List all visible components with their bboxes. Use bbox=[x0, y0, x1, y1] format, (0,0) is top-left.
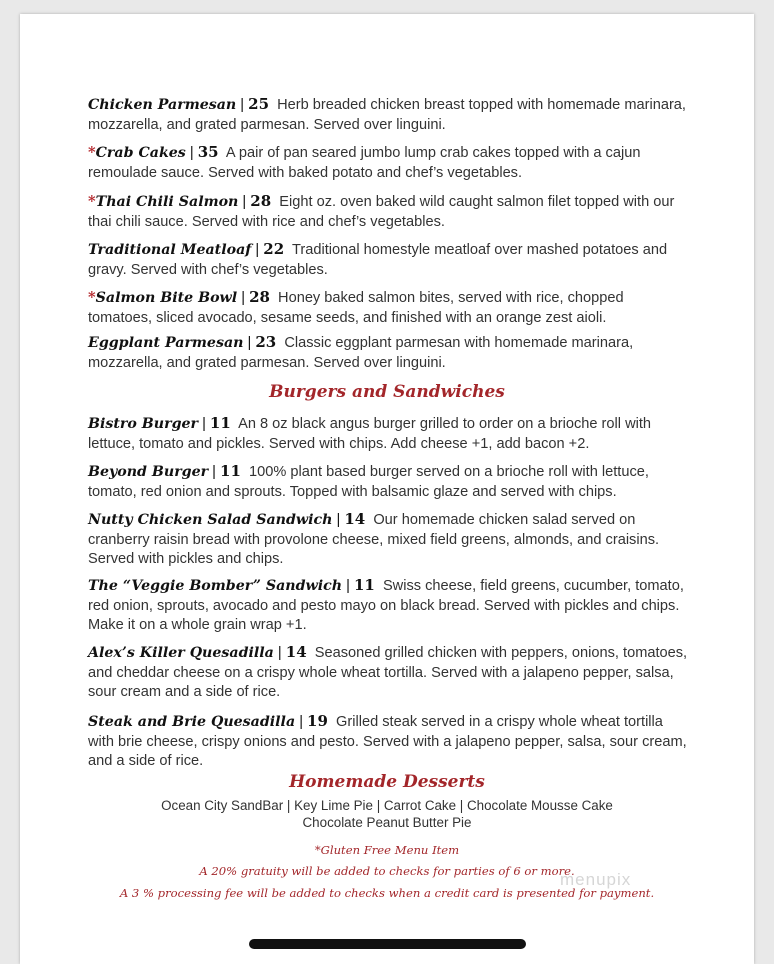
menu-item-salmon-bite-bowl: *Salmon Bite Bowl | 28 Honey baked salmon bites, served with rice, chopped tomatoes, sliced avocado, sesame seeds, and finished with an orange zest aioli. bbox=[88, 288, 624, 326]
item-name: Alex’s Killer Quesadilla bbox=[88, 645, 274, 661]
menu-item-traditional-meatloaf: Traditional Meatloaf | 22 Traditional homestyle meatloaf over mashed potatoes and gravy. Served with chef’s vegetables. bbox=[88, 240, 668, 278]
item-description: Traditional homestyle meatloaf over mashed potatoes and gravy. Served with chef’s vegetables. bbox=[88, 242, 668, 278]
menu-item-killer-quesadilla: Alex’s Killer Quesadilla | 14 Seasoned grilled chicken with peppers, onions, tomatoes, and cheddar cheese on a crispy whole wheat tortilla. Served with a jalapeno pepper, salsa, sour cream and a side of rice. bbox=[88, 643, 688, 701]
menu-item-beyond-burger: Beyond Burger | 11 100% plant based burger served on a brioche roll with lettuce, tomato, red onion and sprouts. Topped with balsamic glaze and served with chips. bbox=[88, 462, 649, 500]
item-name: The “Veggie Bomber” Sandwich bbox=[88, 578, 343, 594]
item-description: 100% plant based burger served on a brioche roll with lettuce, tomato, red onion and sprouts. Topped with balsamic glaze and served with chips. bbox=[88, 464, 649, 500]
gluten-free-mark: * bbox=[88, 144, 96, 161]
item-name: Traditional Meatloaf bbox=[88, 242, 252, 258]
item-name: Steak and Brie Quesadilla bbox=[88, 714, 296, 730]
menu-item-steak-brie-quesadilla: Steak and Brie Quesadilla | 19 Grilled steak served in a crispy whole wheat tortilla with brie cheese, crispy onions and pesto. Served with a jalapeno pepper, salsa, sour cream, and a side of rice. bbox=[88, 712, 687, 770]
item-description: Classic eggplant parmesan with homemade marinara, mozzarella, and grated parmesan. Served over linguini. bbox=[88, 335, 634, 371]
watermark: menupix bbox=[560, 870, 632, 889]
item-price: 11 bbox=[353, 576, 375, 594]
item-name: Nutty Chicken Salad Sandwich bbox=[88, 512, 333, 528]
gluten-free-note: *Gluten Free Menu Item bbox=[314, 843, 460, 857]
menu-item-chicken-parmesan: Chicken Parmesan | 25 Herb breaded chicken breast topped with homemade marinara, mozzarella, and grated parmesan. Served over linguini. bbox=[88, 95, 686, 133]
processing-fee-note: A 3 % processing fee will be added to checks when a credit card is presented for payment. bbox=[119, 886, 655, 900]
item-name: Chicken Parmesan bbox=[88, 97, 237, 113]
menu-item-veggie-bomber: The “Veggie Bomber” Sandwich | 11 Swiss cheese, field greens, cucumber, tomato, red onion, sprouts, avocado and pesto mayo on black bread. Served with pickles and chips. Make it on a whole grain wrap +1. bbox=[88, 576, 684, 634]
item-price: 35 bbox=[197, 143, 219, 161]
item-price: 22 bbox=[263, 240, 285, 258]
item-description: An 8 oz black angus burger grilled to order on a brioche roll with lettuce, tomato and pickles. Served with chips. Add cheese +1, add bacon +2. bbox=[88, 416, 652, 452]
item-description: Swiss cheese, field greens, cucumber, tomato, red onion, sprouts, avocado and pesto mayo on black bread. Served with pickles and chips. Make it on a whole grain wrap +1. bbox=[88, 578, 684, 634]
item-name: Bistro Burger bbox=[88, 416, 199, 432]
item-price: 25 bbox=[248, 95, 270, 113]
item-price: 11 bbox=[209, 414, 231, 432]
item-name: Thai Chili Salmon bbox=[95, 194, 239, 210]
item-description: Seasoned grilled chicken with peppers, onions, tomatoes, and cheddar cheese on a crispy whole wheat tortilla. Served with a jalapeno pepper, salsa, sour cream and a side of rice. bbox=[88, 645, 688, 701]
section-title-burgers: Burgers and Sandwiches bbox=[269, 382, 505, 402]
item-price: 19 bbox=[307, 712, 328, 730]
item-price: 14 bbox=[344, 510, 366, 528]
item-description: Honey baked salmon bites, served with rice, chopped tomatoes, sliced avocado, sesame seeds, and finished with an orange zest aioli. bbox=[88, 290, 624, 326]
item-price: 11 bbox=[220, 462, 241, 480]
item-description: Herb breaded chicken breast topped with homemade marinara, mozzarella, and grated parmesan. Served over linguini. bbox=[88, 97, 686, 133]
item-name: Salmon Bite Bowl bbox=[95, 290, 238, 306]
menu-item-nutty-chicken-salad: Nutty Chicken Salad Sandwich | 14 Our homemade chicken salad served on cranberry raisin bread with provolone cheese, mixed field greens, almonds, and craisins. Served with pickles and chips. bbox=[88, 510, 660, 568]
section-title-desserts: Homemade Desserts bbox=[289, 772, 485, 792]
item-name: Eggplant Parmesan bbox=[88, 335, 244, 351]
item-description: A pair of pan seared jumbo lump crab cakes topped with a cajun remoulade sauce. Served with baked potato and chef’s vegetables. bbox=[88, 145, 641, 181]
item-price: 23 bbox=[255, 333, 277, 351]
item-name: Beyond Burger bbox=[88, 464, 209, 480]
item-price: 14 bbox=[285, 643, 307, 661]
desserts-list-2: Chocolate Peanut Butter Pie bbox=[302, 815, 472, 830]
item-name: Crab Cakes bbox=[95, 145, 186, 161]
desserts-list: Ocean City SandBar | Key Lime Pie | Carrot Cake | Chocolate Mousse Cake bbox=[161, 798, 613, 813]
gluten-free-mark: * bbox=[88, 289, 96, 306]
item-description: Our homemade chicken salad served on cranberry raisin bread with provolone cheese, mixed field greens, almonds, and craisins. Served with pickles and chips. bbox=[88, 512, 660, 568]
menu-item-bistro-burger: Bistro Burger | 11 An 8 oz black angus burger grilled to order on a brioche roll with lettuce, tomato and pickles. Served with chips. Add cheese +1, add bacon +2. bbox=[88, 414, 652, 452]
gluten-free-mark: * bbox=[88, 193, 96, 210]
item-description: Eight oz. oven baked wild caught salmon filet topped with our thai chili sauce. Served with rice and chef’s vegetables. bbox=[88, 194, 675, 230]
menu-item-crab-cakes: *Crab Cakes | 35 A pair of pan seared jumbo lump crab cakes topped with a cajun remoulade sauce. Served with baked potato and chef’s vegetables. bbox=[88, 143, 641, 181]
home-indicator-bar[interactable] bbox=[249, 939, 526, 949]
item-description: Grilled steak served in a crispy whole wheat tortilla with brie cheese, crispy onions and pesto. Served with a jalapeno pepper, salsa, sour cream, and a side of rice. bbox=[88, 714, 687, 770]
item-price: 28 bbox=[249, 288, 270, 306]
menu-item-thai-chili-salmon: *Thai Chili Salmon | 28 Eight oz. oven baked wild caught salmon filet topped with our thai chili sauce. Served with rice and chef’s vegetables. bbox=[88, 192, 675, 230]
item-price: 28 bbox=[250, 192, 272, 210]
gratuity-note: A 20% gratuity will be added to checks for parties of 6 or more. bbox=[199, 864, 575, 878]
menu-item-eggplant-parmesan: Eggplant Parmesan | 23 Classic eggplant parmesan with homemade marinara, mozzarella, and grated parmesan. Served over linguini. bbox=[88, 333, 634, 371]
